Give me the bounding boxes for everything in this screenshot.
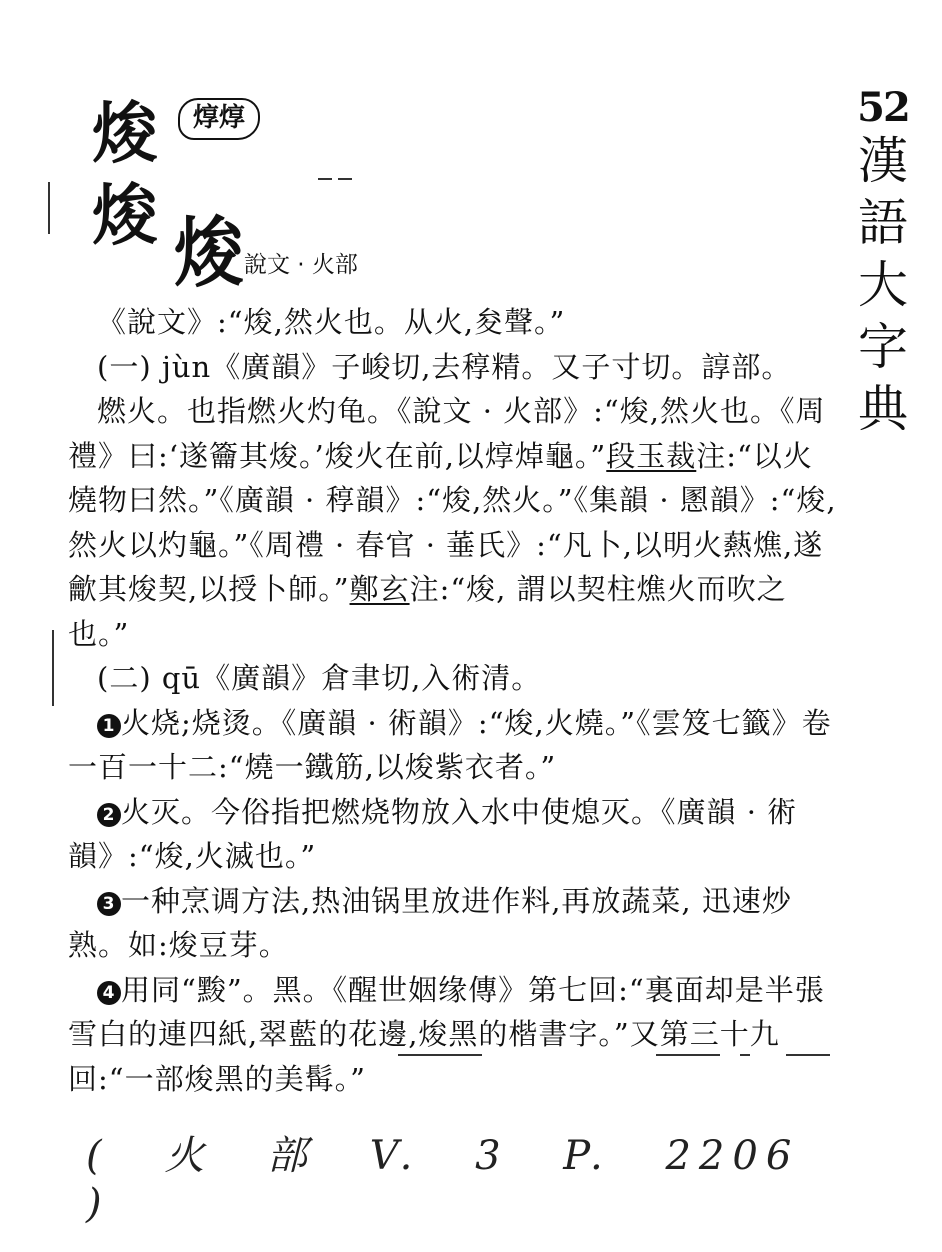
title-char: 漢 [858,132,908,190]
title-char: 語 [858,194,908,252]
scan-dash [338,178,352,180]
book-title-vertical [852,86,914,440]
sense-text: 火灭。今俗指把燃烧物放入水中使熄灭。《廣韻 · 術韻》:“焌,火滅也。” [68,794,798,873]
person-name-zheng-xuan: 鄭玄 [349,572,410,606]
page-number: 52 [857,84,909,131]
margin-mark [52,630,54,706]
sense-4 [68,968,838,1102]
scan-dash [740,1054,750,1056]
sense-number-badge: 1 [97,714,121,738]
entry-shuowen-quote: 《說文》:“焌,然火也。从火,夋聲。” [97,305,566,339]
sense-text: 一种烹调方法,热油锅里放进作料,再放蔬菜, 迅速炒熟。如:焌豆芽。 [68,883,792,962]
scan-dash [786,1054,830,1056]
reading-2-header: (二) qū《廣韻》倉聿切,入術清。 [97,661,542,695]
title-char: 大 [858,256,908,314]
definition-text: 注:“以火燒物曰然。”《廣韻 · 稕韻》:“焌,然火。”《集韻 · 慁韻》:“焌,然火以灼龜。”《周禮 · 春官 · 菙氏》:“凡卜,以明火爇燋,遂龡其焌契,以授卜師。” [68,438,837,606]
sense-text: 火烧;烧烫。《廣韻 · 術韻》:“焌,火燒。”《雲笈七籤》卷一百一十二:“燒一鐵筋,以焌紫衣者。” [68,705,832,784]
sense-number-badge: 4 [97,981,121,1005]
seal-source-label: 說文 · 火部 [244,252,358,278]
definition-text: 注:“焌, 謂以契柱燋火而吹之也。” [68,572,787,651]
definition-text: 燃火。也指燃火灼龟。《說文 · 火部》:“焌,然火也。《周禮》曰:‘遂籥其焌。’焌火在前,以焞焯龜。” [68,394,826,473]
headword-main: 焌 [92,94,158,172]
sense-1 [68,701,838,790]
margin-mark [48,182,50,234]
headword-second: 焌 [92,176,158,254]
reading-1-header: (一) jùn《廣韻》子峻切,去稕精。又子寸切。諄部。 [97,349,792,384]
sense-3 [68,879,838,968]
scan-dash [318,178,332,180]
sense-number-badge: 2 [97,803,121,827]
sense-text: 用同“黢”。黑。《醒世姻缘傳》第七回:“裏面却是半張雪白的連四紙,翠藍的花邊,焌黑的楷書字。”又第三十九回:“一部焌黑的美髯。” [68,972,825,1096]
title-char: 字 [858,318,908,376]
scan-dash [398,1054,482,1056]
scan-dash [656,1054,720,1056]
entry-body [68,300,838,1101]
reading-1-definition [68,389,838,656]
title-char: 典 [858,380,908,438]
handwritten-reference: ( 火 部 V. 3 P. 2206 ) [86,1133,800,1227]
person-name-duan-yucai: 段玉裁 [606,438,697,473]
sense-number-badge: 3 [97,892,121,916]
variant-forms-circled: 焞焞 [178,98,260,140]
seal-script-glyph: 焌 [174,207,244,298]
sense-2 [68,790,838,879]
